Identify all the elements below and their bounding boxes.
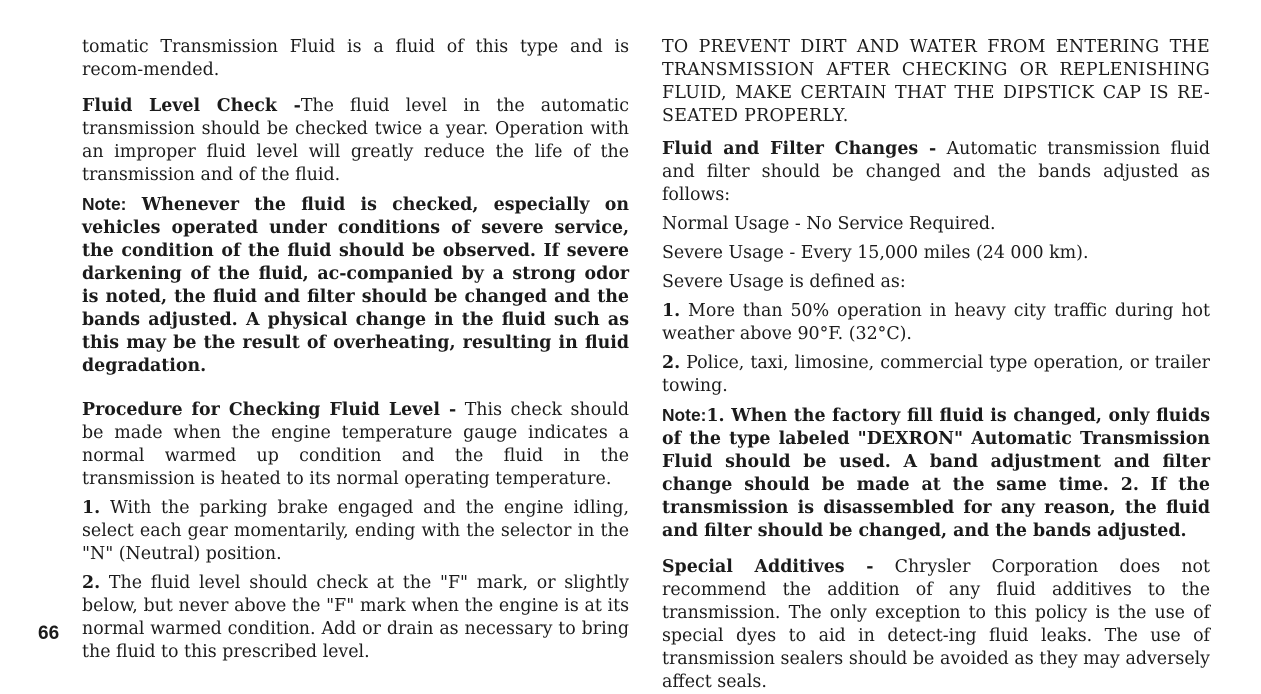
procedure-paragraph bbox=[82, 399, 629, 491]
fluid-level-check-heading: Fluid Level Check - bbox=[82, 96, 301, 116]
note-paragraph-right bbox=[662, 404, 1210, 543]
step-2-number: 2. bbox=[82, 573, 101, 593]
procedure-text: This check should be made when the engine temperature gauge indicates a normal warmed up condition and the fluid in the transmission is heated to its normal operating temperature. bbox=[82, 400, 630, 489]
special-additives-text: Chrysler Corporation does not recommend the addition of any fluid additives to the transmission. The only exception to this policy is the use of special dyes to aid in detect-ing fluid leaks. The use of transmission sealers should be avoided as they may adversely affect seals. bbox=[662, 557, 1210, 692]
step-1-paragraph bbox=[82, 497, 629, 566]
dipstick-warning: TO PREVENT DIRT AND WATER FROM ENTERING THE TRANSMISSION AFTER CHECKING OR REPLENISHING FLUID, MAKE CERTAIN THAT THE DIPSTICK CAP IS RE-SEATED PROPERLY. bbox=[662, 37, 1210, 126]
left-column bbox=[82, 36, 629, 664]
step-1-text: With the parking brake engaged and the engine idling, select each gear momentarily, ending with the selector in the "N" (Neutral) position. bbox=[82, 498, 629, 564]
fluid-filter-heading: Fluid and Filter Changes - bbox=[662, 139, 937, 159]
step-2-paragraph bbox=[82, 572, 629, 664]
severe-item-2 bbox=[662, 352, 1210, 398]
fluid-filter-paragraph bbox=[662, 138, 1210, 207]
severe-item-1-number: 1. bbox=[662, 301, 681, 321]
note-text-left: Whenever the fluid is checked, especially on vehicles operated under conditions of severe service, the condition of the fluid should be observed. If severe darkening of the fluid, ac-companied by a strong odor is noted, the fluid and filter should be changed and the bands adjusted. A physical change in the fluid such as this may be the result of overheating, resulting in fluid degradation. bbox=[82, 195, 629, 376]
note-label-left: Note: bbox=[82, 194, 127, 214]
continued-paragraph: tomatic Transmission Fluid is a fluid of this type and is recom-mended. bbox=[82, 37, 629, 80]
special-additives-heading: Special Additives - bbox=[662, 557, 874, 577]
note-label-right: Note: bbox=[662, 405, 707, 425]
fluid-filter-text: Automatic transmission fluid and filter should be changed and the bands adjusted as follows: bbox=[662, 139, 1210, 205]
severe-item-1-text: More than 50% operation in heavy city traffic during hot weather above 90°F. (32°C). bbox=[662, 301, 1210, 344]
normal-usage-line: Normal Usage - No Service Required. bbox=[662, 214, 996, 234]
note-text-right: 1. When the factory fill fluid is changed, only fluids of the type labeled "DEXRON" Automatic Transmission Fluid should be used. A band adjustment and filter change should be made at the same time. 2. If the transmission is disassembled for any reason, the fluid and filter should be changed, and the bands adjusted. bbox=[662, 406, 1210, 541]
note-paragraph-left bbox=[82, 193, 629, 378]
procedure-heading: Procedure for Checking Fluid Level - bbox=[82, 400, 457, 420]
right-column bbox=[662, 36, 1210, 694]
severe-item-2-number: 2. bbox=[662, 353, 681, 373]
step-1-number: 1. bbox=[82, 498, 101, 518]
severe-usage-line: Severe Usage - Every 15,000 miles (24 000 km). bbox=[662, 243, 1089, 263]
severe-item-2-text: Police, taxi, limosine, commercial type operation, or trailer towing. bbox=[662, 353, 1210, 396]
special-additives-paragraph bbox=[662, 556, 1210, 694]
severe-item-1 bbox=[662, 300, 1210, 346]
fluid-level-check-paragraph bbox=[82, 95, 629, 187]
step-2-text: The fluid level should check at the "F" mark, or slightly below, but never above the "F" mark when the engine is at its normal warmed condition. Add or drain as necessary to bring the fluid to this prescribed level. bbox=[82, 573, 629, 662]
severe-usage-defined-line: Severe Usage is defined as: bbox=[662, 272, 906, 292]
page-number: 66 bbox=[38, 623, 60, 644]
fluid-level-check-text: The fluid level in the automatic transmission should be checked twice a year. Operation with an improper fluid level will greatly reduce the life of the transmission and of the fluid. bbox=[82, 96, 629, 185]
